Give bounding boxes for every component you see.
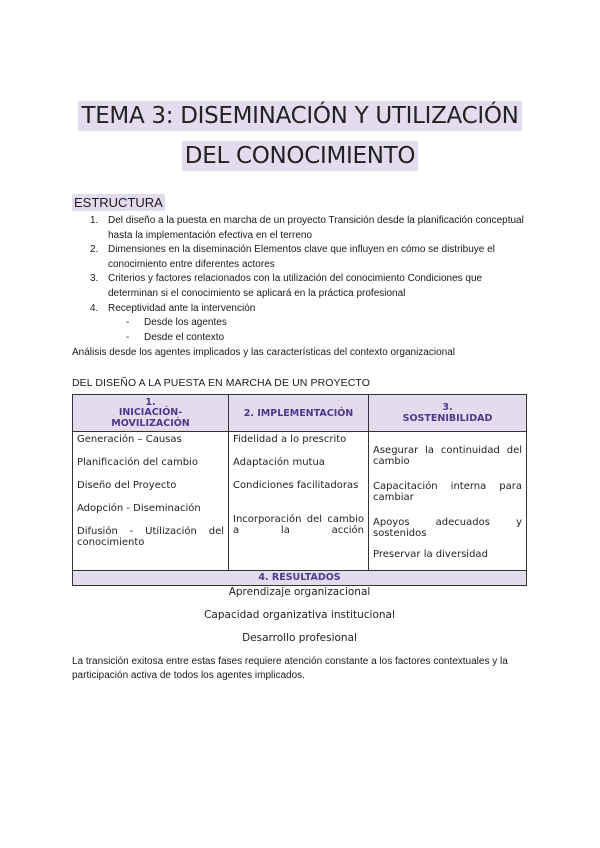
section-heading: ESTRUCTURA [74,195,163,210]
list-item: 4. Receptividad ante la intervención [90,302,256,314]
result-item: Aprendizaje organizacional [228,586,371,598]
column-implementation [228,431,369,571]
table-cell: Capacitación interna para cambiar [373,481,522,503]
table-cell: Asegurar la continuidad del cambio [373,445,522,467]
table-cell: Adaptación mutua [233,457,325,468]
structure-list [72,214,532,345]
result-item: Desarrollo profesional [242,632,357,644]
sub-item-context: - Desde el contexto [126,331,225,343]
table-cell: Diseño del Proyecto [77,480,177,491]
table-cell: Fidelidad a lo prescrito [233,434,347,445]
table-cell: Preservar la diversidad [373,549,488,560]
table-cell: Incorporación del cambio a la acción [233,514,364,536]
table-cell: Planificación del cambio [77,457,198,468]
table-cell: Difusión - Utilización del conocimiento [77,526,224,548]
table-cell: Adopción - Diseminación [77,503,201,514]
analysis-text: Análisis desde los agentes implicados y las características del contexto organizacional [72,347,455,358]
list-item: 2. Dimensiones en la diseminación Elementos clave que influyen en cómo se distribuye el conocimiento entre diferentes actores [90,244,495,270]
sub-item-agents: - Desde los agentes [126,317,227,329]
header-sustainability: 3. SOSTENIBILIDAD [368,394,527,432]
page-title-line-1: TEMA 3: DISEMINACIÓN Y UTILIZACIÓN [0,103,600,129]
list-item: 3. Criterios y factores relacionados con la utilización del conocimiento Condiciones que determinan si el conocimiento se aplicará en la práctica profesional [90,273,483,299]
result-item: Capacidad organizativa institucional [204,609,395,621]
phases-table [72,394,527,650]
table-cell: Apoyos adecuados y sostenidos [373,517,522,539]
table-cell: Condiciones facilitadoras [233,480,359,491]
column-initiation [72,431,229,571]
header-results: 4. RESULTADOS [72,570,527,586]
page-title-line-2: DEL CONOCIMIENTO [0,143,600,169]
list-item: 1. Del diseño a la puesta en marcha de un proyecto Transición desde la planificación conceptual hasta la implementación efectiva en el terreno [90,215,524,241]
results-list [72,586,527,650]
table-caption: DEL DISEÑO A LA PUESTA EN MARCHA DE UN PROYECTO [72,377,371,389]
table-cell: Generación – Causas [77,434,182,445]
sub-list-item [72,316,532,345]
header-implementation: 2. IMPLEMENTACIÓN [228,394,369,432]
closing-paragraph: La transición exitosa entre estas fases requiere atención constante a los factores contextuales y la participación activa de todos los agentes implicados. [72,656,508,681]
header-initiation: 1. INICIACIÓN-MOVILIZACIÓN [72,394,229,432]
column-sustainability [368,431,527,571]
